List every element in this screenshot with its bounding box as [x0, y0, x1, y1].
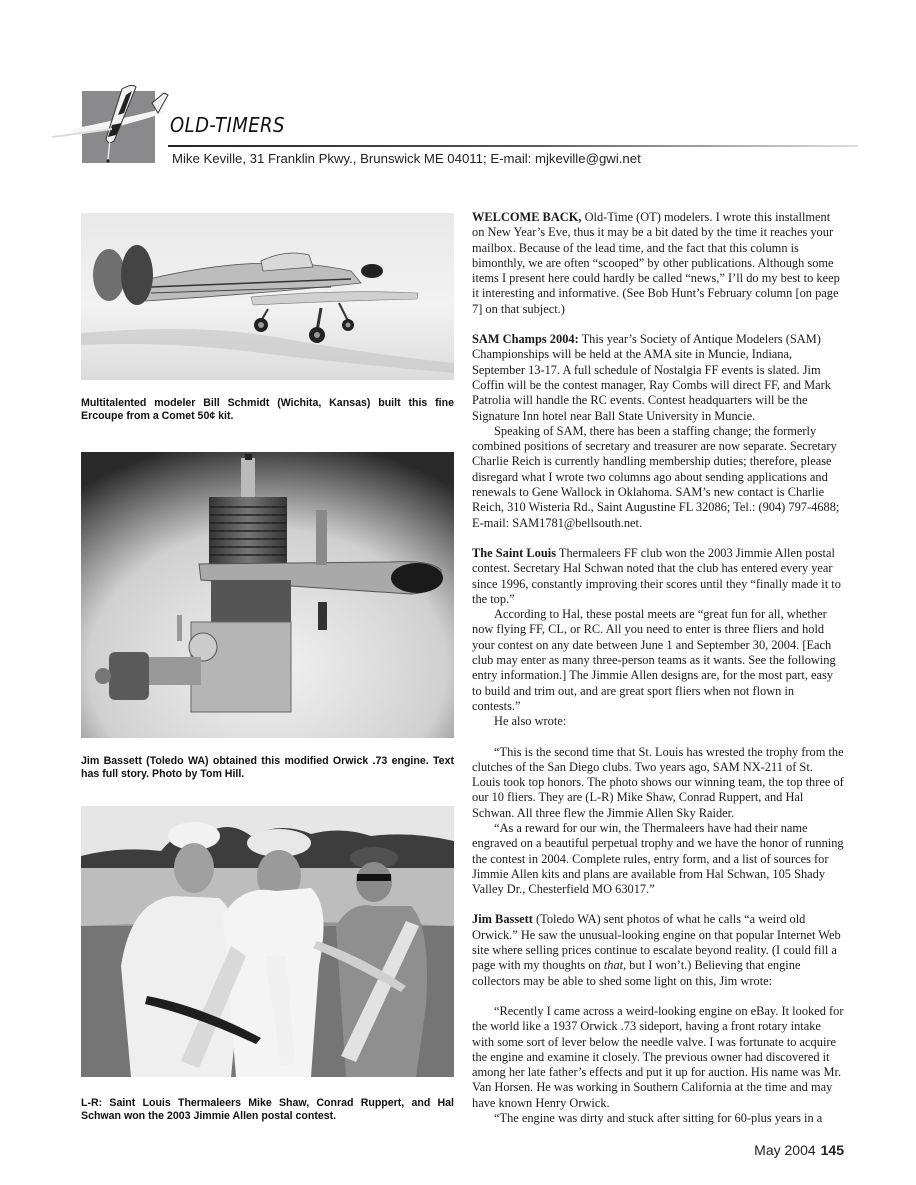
issue-date: May 2004 [754, 1142, 816, 1158]
paragraph-lead: SAM Champs 2004: [472, 332, 579, 347]
header-rule [168, 145, 858, 147]
article-quote-paragraph: “Recently I came across a weird-looking engine on eBay. It looked for the world like a 1937 Orwick .73 sideport, having a front rotary intake with some sort of lever below the needle valve. I was fortunate to acquire the engine and examine it closely. The previous owner had discovered it among her late father’s effects and put it up for auction. His name was Mr. Van Horsen. He was working in Southern California at the time and may have known Henry Orwick. [472, 1003, 844, 1110]
article-paragraph: Jim Bassett (Toledo WA) sent photos of what he calls “a weird old Orwick.” He saw the unusual-looking engine on that popular Internet Web site where selling prices continue to escalate beyond reality. (I could fill a page with my thoughts on that, but I won’t.) Believing that engine collectors may be able to shed some light on this, Jim wrote: [472, 912, 841, 988]
section-logo [82, 91, 155, 163]
article-paragraph: SAM Champs 2004: This year’s Society of Antique Modelers (SAM) Championships will be held at the AMA site in Muncie, Indiana, September 13-17. A full schedule of Nostalgia FF events is slated. Jim Coffin will be the contest manager, Ray Combs will direct FF, and Mark Patrolia will handle the RC events. Contest headquarters will be the Signature Inn hotel near Ball State University in Muncie. [472, 332, 831, 423]
article-body [472, 210, 844, 1126]
article-paragraph: The Saint Louis Thermaleers FF club won the 2003 Jimmie Allen postal contest. Secretary Hal Schwan noted that the club has entered every year since 1996, constantly improving their scores until they “finally made it to the top.” [472, 545, 841, 606]
page-number: 145 [820, 1142, 844, 1158]
article-paragraph: He also wrote: [494, 714, 567, 729]
paragraph-lead: Jim Bassett [472, 912, 533, 927]
article-quote-paragraph: “This is the second time that St. Louis has wrested the trophy from the clutches of the San Diego clubs. Two years ago, SAM NX-211 of St. Louis took top honors. The photo shows our winning team, the top three of our 10 fliers. They are (L-R) Mike Shaw, Conrad Ruppert, and Hal Schwan. All three flew the Jimmie Allen Sky Raider. [472, 744, 844, 820]
photo-caption: Multitalented modeler Bill Schmidt (Wichita, Kansas) built this fine Ercoupe from a Comet 50¢ kit. [81, 397, 454, 422]
page-folio [754, 1142, 844, 1158]
article-quote-paragraph: “As a reward for our win, the Thermaleers have had their name engraved on a beautiful perpetual trophy and we have the honor of running the contest in 2004. Complete rules, entry form, and a list of sources for Jimmie Allen kits and plans are available from Hal Schwan, 105 Shady Valley Dr., Chesterfield MO 63017.” [472, 820, 844, 897]
section-title: OLD-TIMERS [170, 113, 285, 137]
paragraph-lead: WELCOME BACK, [472, 210, 582, 224]
photo-orwick-engine [81, 452, 454, 738]
paragraph-lead: The Saint Louis [472, 545, 557, 560]
article-paragraph: Speaking of SAM, there has been a staffing change; the formerly combined positions of secretary and treasurer are now separate. Secretary Charlie Reich is currently handling membership duties; therefore, please disregard what I wrote two columns ago about sending applications and renewals to Gene Wallock in Oklahoma. SAM’s new contact is Charlie Reich, 310 Wisteria Rd., Saint Augustine FL 32086; Tel.: (904) 797-4688; E-mail: SAM1781@bellsouth.net. [472, 423, 840, 530]
article-quote-paragraph: “The engine was dirty and stuck after sitting for 60-plus years in a [494, 1111, 823, 1126]
article-paragraph: WELCOME BACK, Old-Time (OT) modelers. I wrote this installment on New Year’s Eve, thus it may be a bit dated by the time it reaches your mailbox. Because of the lead time, and the fact that this column is bimonthly, we are often “scooped” by other publications. Although some items I present here could hardly be called “news,” I’ll do my best to keep it interesting and informative. (See Bob Hunt’s February column [on page 7] on that subject.) [472, 210, 840, 316]
photo-ercoupe [81, 213, 454, 380]
photo-caption: L-R: Saint Louis Thermaleers Mike Shaw, Conrad Ruppert, and Hal Schwan won the 2003 Jimmie Allen postal contest. [81, 1097, 454, 1122]
author-contact-line: Mike Keville, 31 Franklin Pkwy., Brunswick ME 04011; E-mail: mjkeville@gwi.net [172, 151, 641, 166]
photo-thermaleers-team [81, 806, 454, 1077]
article-paragraph: According to Hal, these postal meets are “great fun for all, whether now flying FF, CL, or RC. All you need to enter is three fliers and hold your contest on any date between June 1 and September 30, 2004. [Each club may enter as many three-person teams as it wants. See the following entry information.] The Jimmie Allen designs are, for the most part, easy to build and trim out, and are great sport fliers when not flown in contests.” [472, 607, 836, 713]
photo-caption: Jim Bassett (Toledo WA) obtained this modified Orwick .73 engine. Text has full story. Photo by Tom Hill. [81, 755, 454, 780]
